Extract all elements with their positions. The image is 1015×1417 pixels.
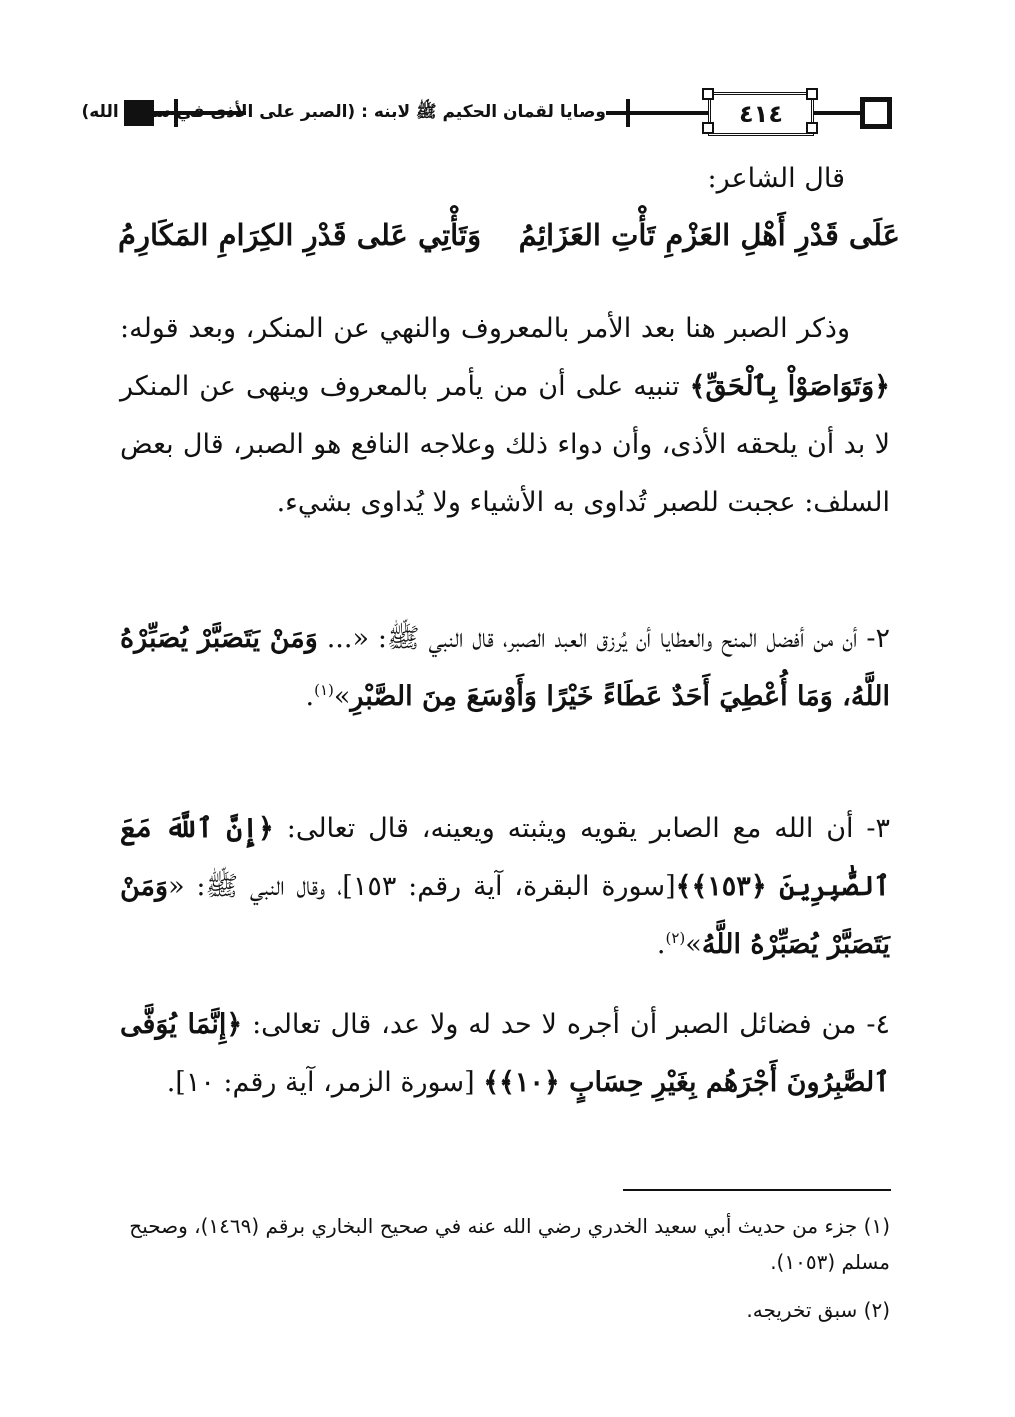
point-text: ٢- أن من أفضل المنح والعطايا أن يُرزق العبد الصبر، قال النبي ﷺ: «...	[317, 623, 890, 654]
footnote-2: (٢) سبق تخريجه.	[746, 1298, 890, 1322]
quran-quote: ﴿وَتَوَاصَوْاْ بِٱلْحَقِّ﴾	[689, 371, 890, 402]
poetry-verse	[118, 218, 900, 278]
poet-intro: قال الشاعر:	[707, 163, 845, 194]
point-4	[120, 996, 890, 1112]
paragraph-text: تنبيه على أن من يأمر بالمعروف وينهى عن المنكر لا بد أن يلحقه الأذى، وأن دواء ذلك وعلاجه النافع هو الصبر، قال بعض السلف: عجبت للصبر تُداوى به الأشياء ولا يُداوى بشيء.	[120, 371, 890, 518]
header-ornament-right	[860, 97, 892, 129]
paragraph-text: وذكر الصبر هنا بعد الأمر بالمعروف والنهي عن المنكر، وبعد قوله:	[120, 313, 850, 344]
footnote-ref: (٢)	[665, 929, 686, 947]
point-text: ٤- من فضائل الصبر أن أجره لا حد له ولا عد، قال تعالى:	[242, 1009, 891, 1040]
footnote-1: (١) جزء من حديث أبي سعيد الخدري رضي الله عنه في صحيح البخاري برقم (١٤٦٩)، وصحيح مسلم (١٠٥٣).	[129, 1214, 890, 1274]
point-text: ٣- أن الله مع الصابر يقويه ويثبته ويعينه، قال تعالى:	[273, 813, 890, 844]
verse-second-hemistich: وَتَأْتِي عَلى قَدْرِ الكِرَامِ المَكَارِمُ	[118, 218, 482, 252]
quran-quote: ﴿إِنَّ ٱللَّهَ مَعَ ٱلصَّٰبِرِينَ ﴿١٥٣﴾﴾	[120, 813, 890, 902]
point-3	[120, 800, 890, 974]
point-text: .	[305, 681, 315, 712]
point-text: »	[685, 929, 702, 960]
pagebox-corner	[806, 122, 818, 134]
point-text: [سورة الزمر، آية رقم: ١٠].	[166, 1067, 484, 1098]
pagebox-corner	[806, 88, 818, 100]
point-text: [سورة البقرة، آية رقم: ١٥٣]، وقال النبي ﷺ: «	[168, 871, 676, 902]
quran-quote: ﴿إِنَّمَا يُوَفَّى ٱلصَّٰبِرُونَ أَجْرَهُم بِغَيْرِ حِسَابٍ ﴿١٠﴾﴾	[120, 1009, 890, 1098]
header-rule	[808, 111, 868, 115]
page-number: ٤١٤	[708, 92, 814, 136]
point-2	[120, 610, 890, 726]
hadith-quote: وَمَنْ يَتَصَبَّرْ يُصَبِّرْهُ اللَّهُ	[120, 871, 890, 960]
running-title: وصايا لقمان الحكيم ﷺ لابنه : (الصبر على الأذى في سبيل الله)	[246, 97, 606, 127]
footnote-ref: (١)	[314, 681, 334, 699]
pagebox-corner	[702, 122, 714, 134]
point-text: »	[333, 681, 351, 712]
verse-first-hemistich: عَلَى قَدْرِ أَهْلِ العَزْمِ تَأْتِ العَزَائِمُ	[518, 218, 900, 252]
footnote-separator	[623, 1189, 891, 1191]
point-text: .	[656, 929, 666, 960]
hadith-quote: وَمَنْ يَتَصَبَّرْ يُصَبِّرْهُ اللَّهُ، وَمَا أُعْطِيَ أَحَدٌ عَطَاءً خَيْرًا وَأَوْسَعَ مِنَ الصَّبْرِ	[120, 623, 890, 712]
header-tick	[626, 99, 630, 127]
pagebox-corner	[702, 88, 714, 100]
paragraph	[120, 300, 890, 532]
page-header	[81, 88, 898, 138]
